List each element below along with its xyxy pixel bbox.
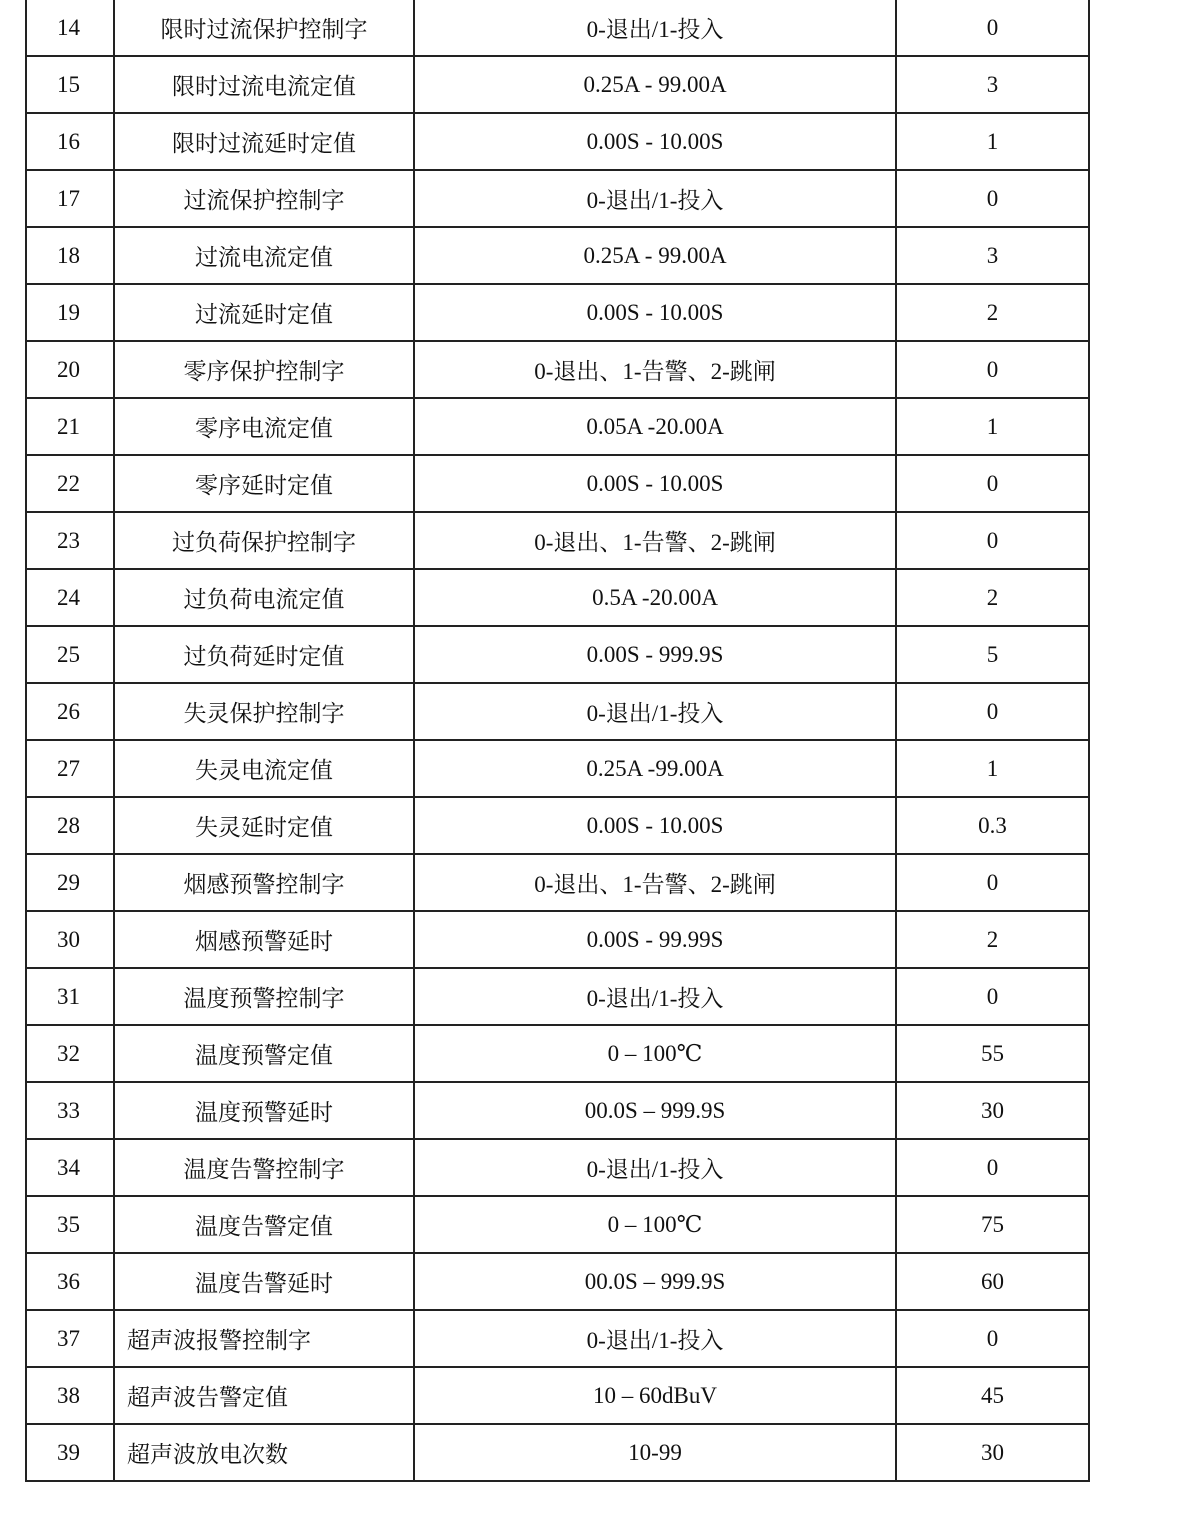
setting-range-cell: 0-退出/1-投入	[414, 1139, 896, 1196]
setting-range-cell: 0.05A -20.00A	[414, 398, 896, 455]
parameter-name-cell: 温度告警控制字	[114, 1139, 414, 1196]
row-number-cell: 15	[26, 56, 114, 113]
default-value-cell: 1	[896, 398, 1089, 455]
parameter-name-cell: 过负荷保护控制字	[114, 512, 414, 569]
default-value-cell: 1	[896, 740, 1089, 797]
table-row	[26, 341, 1089, 398]
default-value-cell: 75	[896, 1196, 1089, 1253]
parameter-name-cell: 温度告警定值	[114, 1196, 414, 1253]
row-number-cell: 20	[26, 341, 114, 398]
default-value-cell: 5	[896, 626, 1089, 683]
table-row	[26, 968, 1089, 1025]
parameter-name-cell: 超声波告警定值	[114, 1367, 414, 1424]
table-row	[26, 1196, 1089, 1253]
table-row	[26, 113, 1089, 170]
parameter-name-cell: 失灵延时定值	[114, 797, 414, 854]
parameter-name-cell: 限时过流保护控制字	[114, 0, 414, 56]
parameter-name-cell: 限时过流延时定值	[114, 113, 414, 170]
row-number-cell: 29	[26, 854, 114, 911]
table-row	[26, 398, 1089, 455]
row-number-cell: 30	[26, 911, 114, 968]
settings-table	[25, 0, 1090, 1482]
row-number-cell: 26	[26, 683, 114, 740]
default-value-cell: 3	[896, 227, 1089, 284]
row-number-cell: 36	[26, 1253, 114, 1310]
table-row	[26, 1082, 1089, 1139]
row-number-cell: 38	[26, 1367, 114, 1424]
setting-range-cell: 10 – 60dBuV	[414, 1367, 896, 1424]
setting-range-cell: 0.5A -20.00A	[414, 569, 896, 626]
table-row	[26, 455, 1089, 512]
default-value-cell: 45	[896, 1367, 1089, 1424]
setting-range-cell: 00.0S – 999.9S	[414, 1082, 896, 1139]
row-number-cell: 27	[26, 740, 114, 797]
parameter-name-cell: 失灵保护控制字	[114, 683, 414, 740]
parameter-name-cell: 过负荷电流定值	[114, 569, 414, 626]
parameter-name-cell: 过流延时定值	[114, 284, 414, 341]
default-value-cell: 30	[896, 1424, 1089, 1481]
table-row	[26, 797, 1089, 854]
row-number-cell: 37	[26, 1310, 114, 1367]
row-number-cell: 28	[26, 797, 114, 854]
parameter-name-cell: 零序保护控制字	[114, 341, 414, 398]
default-value-cell: 0	[896, 683, 1089, 740]
default-value-cell: 0	[896, 455, 1089, 512]
row-number-cell: 14	[26, 0, 114, 56]
default-value-cell: 2	[896, 284, 1089, 341]
setting-range-cell: 0-退出、1-告警、2-跳闸	[414, 512, 896, 569]
setting-range-cell: 00.0S – 999.9S	[414, 1253, 896, 1310]
default-value-cell: 0.3	[896, 797, 1089, 854]
table-row	[26, 1139, 1089, 1196]
row-number-cell: 19	[26, 284, 114, 341]
setting-range-cell: 0 – 100℃	[414, 1196, 896, 1253]
setting-range-cell: 0 – 100℃	[414, 1025, 896, 1082]
parameter-name-cell: 烟感预警延时	[114, 911, 414, 968]
table-row	[26, 683, 1089, 740]
setting-range-cell: 0-退出、1-告警、2-跳闸	[414, 854, 896, 911]
default-value-cell: 0	[896, 512, 1089, 569]
setting-range-cell: 0-退出/1-投入	[414, 170, 896, 227]
default-value-cell: 0	[896, 1139, 1089, 1196]
settings-table-body	[26, 0, 1089, 1481]
table-row	[26, 1367, 1089, 1424]
default-value-cell: 30	[896, 1082, 1089, 1139]
parameter-name-cell: 温度预警控制字	[114, 968, 414, 1025]
parameter-name-cell: 过负荷延时定值	[114, 626, 414, 683]
parameter-name-cell: 烟感预警控制字	[114, 854, 414, 911]
table-row	[26, 512, 1089, 569]
setting-range-cell: 0.00S - 99.99S	[414, 911, 896, 968]
row-number-cell: 31	[26, 968, 114, 1025]
setting-range-cell: 0-退出/1-投入	[414, 1310, 896, 1367]
setting-range-cell: 0.25A -99.00A	[414, 740, 896, 797]
setting-range-cell: 0.25A - 99.00A	[414, 56, 896, 113]
setting-range-cell: 0.00S - 10.00S	[414, 455, 896, 512]
setting-range-cell: 0-退出、1-告警、2-跳闸	[414, 341, 896, 398]
row-number-cell: 21	[26, 398, 114, 455]
setting-range-cell: 0.00S - 999.9S	[414, 626, 896, 683]
table-row	[26, 56, 1089, 113]
row-number-cell: 17	[26, 170, 114, 227]
default-value-cell: 2	[896, 569, 1089, 626]
setting-range-cell: 0-退出/1-投入	[414, 683, 896, 740]
setting-range-cell: 0.00S - 10.00S	[414, 284, 896, 341]
parameter-name-cell: 零序电流定值	[114, 398, 414, 455]
default-value-cell: 1	[896, 113, 1089, 170]
row-number-cell: 16	[26, 113, 114, 170]
table-row	[26, 170, 1089, 227]
default-value-cell: 0	[896, 341, 1089, 398]
row-number-cell: 32	[26, 1025, 114, 1082]
table-row	[26, 569, 1089, 626]
row-number-cell: 18	[26, 227, 114, 284]
table-row	[26, 1253, 1089, 1310]
default-value-cell: 0	[896, 170, 1089, 227]
parameter-name-cell: 过流电流定值	[114, 227, 414, 284]
row-number-cell: 23	[26, 512, 114, 569]
default-value-cell: 2	[896, 911, 1089, 968]
default-value-cell: 0	[896, 968, 1089, 1025]
setting-range-cell: 0.00S - 10.00S	[414, 113, 896, 170]
setting-range-cell: 10-99	[414, 1424, 896, 1481]
table-row	[26, 0, 1089, 56]
setting-range-cell: 0-退出/1-投入	[414, 968, 896, 1025]
parameter-name-cell: 零序延时定值	[114, 455, 414, 512]
table-row	[26, 227, 1089, 284]
parameter-name-cell: 超声波放电次数	[114, 1424, 414, 1481]
default-value-cell: 0	[896, 1310, 1089, 1367]
setting-range-cell: 0.00S - 10.00S	[414, 797, 896, 854]
default-value-cell: 55	[896, 1025, 1089, 1082]
default-value-cell: 0	[896, 854, 1089, 911]
row-number-cell: 35	[26, 1196, 114, 1253]
table-row	[26, 1025, 1089, 1082]
parameter-name-cell: 失灵电流定值	[114, 740, 414, 797]
setting-range-cell: 0.25A - 99.00A	[414, 227, 896, 284]
table-row	[26, 1310, 1089, 1367]
row-number-cell: 33	[26, 1082, 114, 1139]
table-row	[26, 854, 1089, 911]
table-row	[26, 626, 1089, 683]
row-number-cell: 24	[26, 569, 114, 626]
row-number-cell: 34	[26, 1139, 114, 1196]
table-row	[26, 1424, 1089, 1481]
row-number-cell: 39	[26, 1424, 114, 1481]
parameter-name-cell: 过流保护控制字	[114, 170, 414, 227]
setting-range-cell: 0-退出/1-投入	[414, 0, 896, 56]
table-row	[26, 740, 1089, 797]
default-value-cell: 60	[896, 1253, 1089, 1310]
default-value-cell: 0	[896, 0, 1089, 56]
parameter-name-cell: 温度告警延时	[114, 1253, 414, 1310]
parameter-name-cell: 温度预警延时	[114, 1082, 414, 1139]
parameter-name-cell: 限时过流电流定值	[114, 56, 414, 113]
table-row	[26, 284, 1089, 341]
table-row	[26, 911, 1089, 968]
row-number-cell: 25	[26, 626, 114, 683]
default-value-cell: 3	[896, 56, 1089, 113]
parameter-name-cell: 超声波报警控制字	[114, 1310, 414, 1367]
row-number-cell: 22	[26, 455, 114, 512]
parameter-name-cell: 温度预警定值	[114, 1025, 414, 1082]
